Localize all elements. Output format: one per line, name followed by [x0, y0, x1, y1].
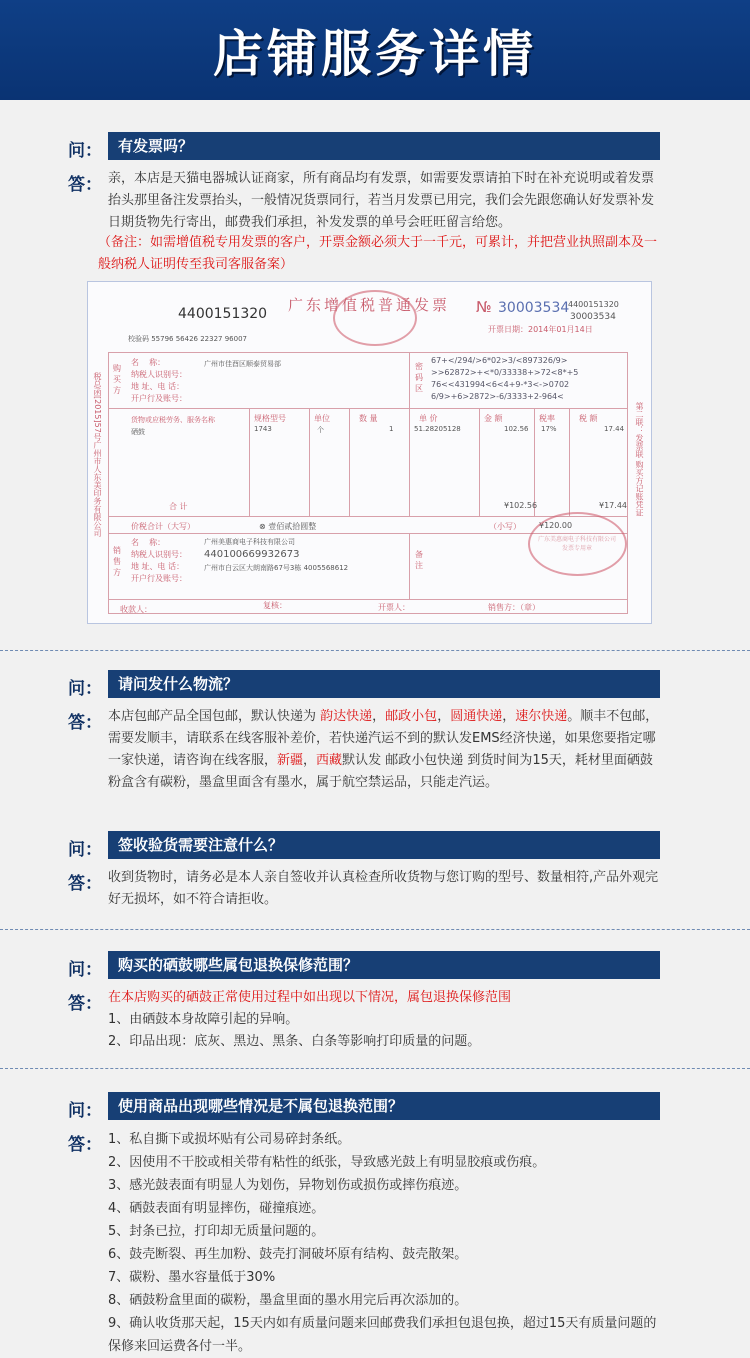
highlight-text: 圆通快递 [450, 709, 503, 724]
invoice-seller-name: 广州美惠商电子科技有限公司 [204, 538, 295, 546]
list-item: 7、碳粉、墨水容量低于30% [108, 1270, 276, 1285]
answer-note: （备注：如需增值税专用发票的客户，开票金额必须大于一千元，可累计，并把营业执照副本及一般纳税人证明传至我司客服备案） [98, 235, 658, 272]
invoice-check-code: 校验码 55796 56426 22327 96007 [128, 335, 247, 343]
list-item: 4、硒鼓表面有明显摔伤，碰撞痕迹。 [108, 1201, 325, 1216]
invoice-amount: 金 额 [484, 414, 503, 423]
list-item: 5、封条已拉，打印却无质量问题的。 [108, 1224, 325, 1239]
invoice-date: 开票日期：2014年01月14日 [488, 325, 593, 334]
answer-text [108, 706, 660, 794]
invoice-table [108, 352, 628, 614]
list-item: 9、确认收货那天起，15天内如有质量问题来回邮费我们承担包退包换，超过15天有质量问题的保修来回运费各付一半。 [108, 1316, 657, 1354]
question-label: 问： [68, 840, 102, 860]
invoice-total-amount: ¥102.56 [504, 501, 538, 510]
invoice-seller-addr: 广州市白云区大朗南路67号3栋 4005568612 [204, 564, 349, 572]
list-item: 6、鼓壳断裂、再生加粉、鼓壳打洞破坏原有结构、鼓壳散架。 [108, 1247, 468, 1262]
answer-text [108, 987, 660, 1053]
invoice-tax: 税 额 [579, 414, 598, 423]
answer-segment: 本店包邮产品全国包邮，默认快递为 [108, 709, 321, 724]
answer-segment: ， [437, 709, 451, 724]
question-bar: 签收验货需要注意什么？ [108, 831, 660, 859]
invoice-cipher-label: 密码区 [415, 362, 423, 393]
invoice-small-code: 4400151320 [568, 300, 619, 309]
invoice-item-unit: 个 [317, 426, 324, 434]
list-item: 1、私自撕下或损坏贴有公司易碎封条纸。 [108, 1132, 351, 1147]
invoice-item-price: 51.28205128 [414, 425, 461, 433]
highlight-text: 韵达快递 [320, 709, 373, 724]
answer-paragraph [108, 706, 660, 794]
invoice-goods-header: 货物或应税劳务、服务名称 [131, 416, 215, 424]
invoice-title: 广东增值税普通发票 [288, 296, 451, 314]
list-item: 8、硒鼓粉盒里面的碳粉，墨盒里面的墨水用完后再次添加的。 [108, 1293, 468, 1308]
highlight-text: 西藏 [316, 753, 343, 768]
invoice-seller-taxid: 440100669932673 [204, 549, 300, 560]
invoice-buyer-name: 广州市佳酉区顺泰贸易部 [204, 360, 281, 368]
question-bar: 有发票吗？ [108, 132, 660, 160]
highlight-text: 邮政小包 [385, 709, 438, 724]
invoice-item-spec: 1743 [254, 425, 272, 433]
invoice-seller-fields: 名 称： 纳税人识别号： 地 址、电 话： 开户行及账号： [131, 538, 187, 583]
invoice-small-label: （小写） [489, 522, 521, 531]
list-item: 3、感光鼓表面有明显人为划伤，异物划伤或损伤或摔伤痕迹。 [108, 1178, 468, 1193]
answer-text [108, 1128, 660, 1358]
invoice-code: 4400151320 [178, 306, 268, 322]
invoice-reviewer: 复核： [263, 601, 287, 610]
section-divider [0, 1068, 750, 1069]
invoice-sum-words: ⊗ 壹佰贰拾圆整 [259, 522, 317, 531]
invoice-unit: 单位 [314, 414, 330, 423]
answer-label: 答： [68, 874, 102, 894]
invoice-number: 30003534 [498, 300, 570, 316]
invoice-price: 单 价 [419, 414, 438, 423]
answer-intro: 在本店购买的硒鼓正常使用过程中如出现以下情况，属包退换保修范围 [108, 990, 512, 1005]
answer-label: 答： [68, 713, 102, 733]
answer-text [108, 168, 660, 234]
invoice-qty: 数 量 [359, 414, 378, 423]
page-title: 店铺服务详情 [213, 25, 537, 83]
invoice-buyer-fields: 名 称： 纳税人识别号： 地 址、电 话： 开户行及账号： [131, 358, 187, 403]
invoice-seller-stamp: 销售方：（章） [488, 603, 540, 612]
invoice-total-label: 合 计 [169, 502, 188, 511]
invoice-spec: 规格型号 [254, 414, 286, 423]
invoice-cipher: 67+</294/>6*02>3/<897326/9> >>62872>+<*0/33338+>72<8*+5 76<<431994<6<4+9-*3<->0702 6/9>+6>2872>-6/3333+2-964< [431, 356, 579, 401]
question-bar: 使用商品出现哪些情况是不属包退换范围？ [108, 1092, 660, 1120]
invoice-stamp-text: 广东美惠商电子科技有限公司 发票专用章 [537, 536, 616, 552]
invoice-remark-label: 备注 [415, 550, 423, 570]
invoice-rate: 税率 [539, 414, 555, 423]
question-label: 问： [68, 679, 102, 699]
invoice-seller-label: 销售方 [113, 546, 121, 577]
list-item: 1、由硒鼓本身故障引起的异响。 [108, 1012, 299, 1027]
invoice-buyer-label: 购买方 [113, 364, 121, 395]
answer-label: 答： [68, 175, 102, 195]
highlight-text: 速尔快递 [515, 709, 568, 724]
question-bar: 购买的硒鼓哪些属包退换保修范围？ [108, 951, 660, 979]
invoice-item: 硒鼓 [131, 428, 145, 436]
answer-segment: 默认发 邮政小包快递 到货时间为15天，耗材里面硒鼓粉盒含有碳粉，墨盒里面含有墨水，属于航空禁运品，只能走汽运。 [108, 753, 653, 790]
answer-paragraph: 亲，本店是天猫电器城认证商家，所有商品均有发票，如需要发票请拍下时在补充说明或着发票抬头那里备注发票抬头，一般情况货票同行，若当月发票已用完，我们会先跟您确认好发票补发日期货物先行寄出，邮费我们承担，补发发票的单号会旺旺留言给您。 [108, 171, 655, 230]
answer-label: 答： [68, 994, 102, 1014]
invoice-total-tax: ¥17.44 [599, 501, 627, 510]
invoice-side-left: 税总函[2015]57号广州市人东美印务有限公司 [93, 372, 102, 537]
invoice-side-right: 第二联：发票联 购买方记账凭证 [635, 402, 644, 517]
section-divider [0, 650, 750, 651]
highlight-text: 新疆 [277, 753, 304, 768]
invoice-item-amount: 102.56 [504, 425, 529, 433]
question-label: 问： [68, 960, 102, 980]
invoice-sum-label: 价税合计（大写） [131, 522, 195, 531]
list-item: 2、因使用不干胶或相关带有粘性的纸张，导致感光鼓上有明显胶痕或伤痕。 [108, 1155, 546, 1170]
invoice-sample [87, 281, 652, 624]
invoice-small-value: ¥120.00 [539, 521, 573, 530]
question-label: 问： [68, 1101, 102, 1121]
invoice-tax-stamp [333, 290, 417, 346]
invoice-issuer: 开票人： [378, 603, 410, 612]
question-label: 问： [68, 141, 102, 161]
invoice-company-stamp [528, 512, 627, 576]
invoice-item-tax: 17.44 [604, 425, 625, 433]
answer-text: 收到货物时，请务必是本人亲自签收并认真检查所收货物与您订购的型号、数量相符,产品外观完好无损坏，如不符合请拒收。 [108, 870, 659, 907]
answer-segment: 。顺丰不包邮，需要发顺丰，请联系在线客服补差价，若快递汽运不到的默认发EMS经济快递，如果您要指定哪一家快递，请咨询在线客服， [108, 709, 659, 768]
question-bar: 请问发什么物流？ [108, 670, 660, 698]
answer-segment: ， [502, 709, 516, 724]
invoice-item-qty: 1 [389, 425, 394, 433]
invoice-no-label: № [476, 298, 492, 316]
answer-segment: ， [372, 709, 386, 724]
invoice-item-rate: 17% [541, 425, 557, 433]
invoice-small-number: 30003534 [570, 312, 616, 322]
list-item: 2、印品出现：底灰、黑边、黑条、白条等影响打印质量的问题。 [108, 1034, 481, 1049]
invoice-payee: 收款人： [120, 605, 152, 614]
answer-label: 答： [68, 1135, 102, 1155]
section-divider [0, 929, 750, 930]
answer-segment: ， [303, 753, 317, 768]
page-banner [0, 0, 750, 100]
